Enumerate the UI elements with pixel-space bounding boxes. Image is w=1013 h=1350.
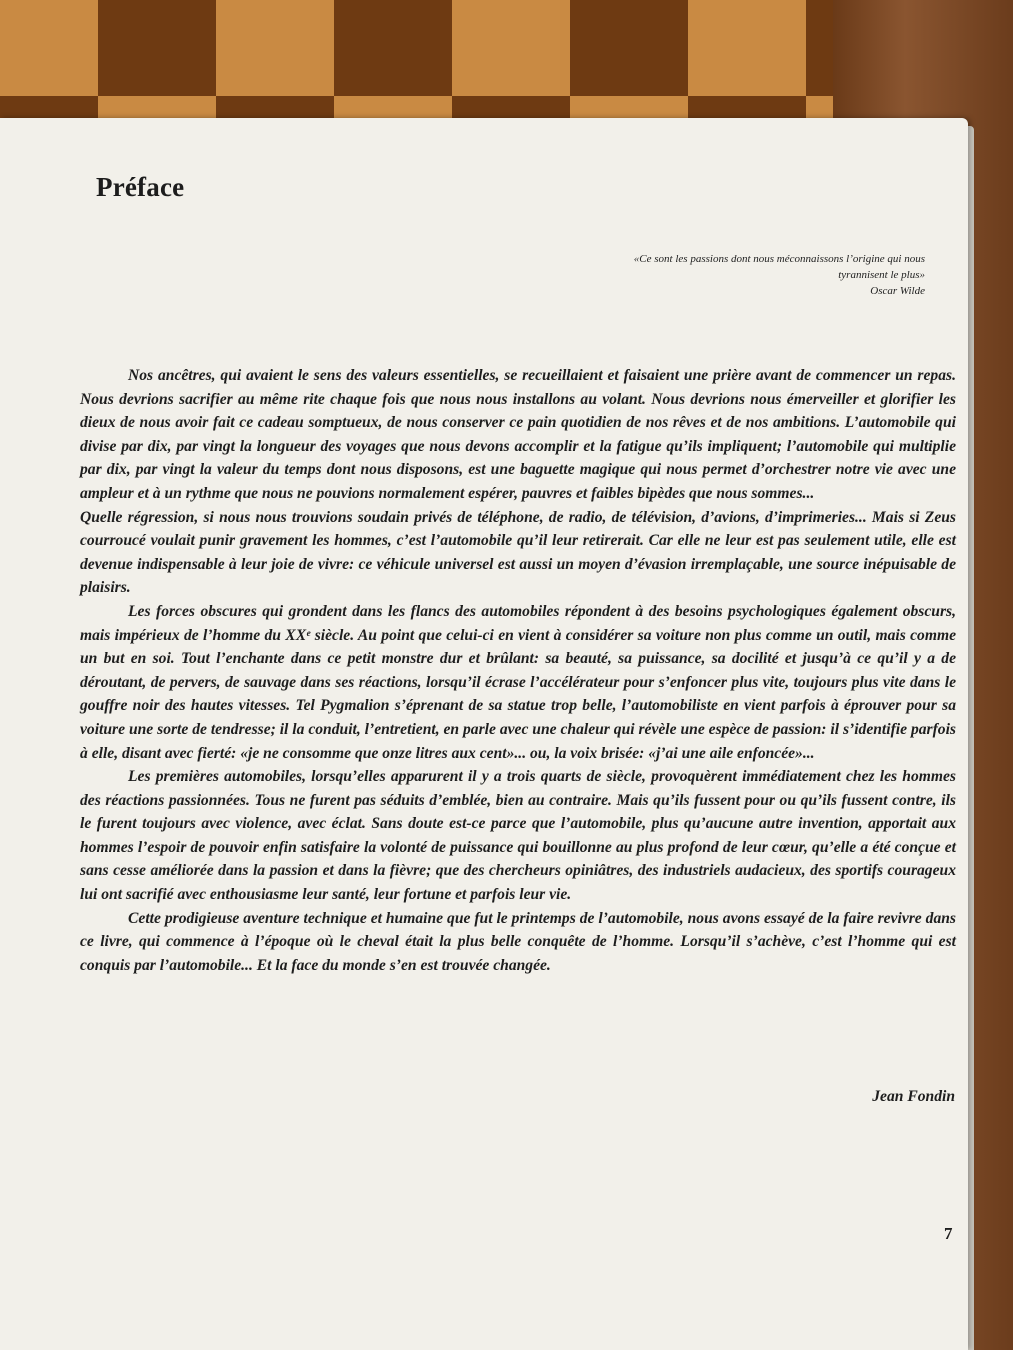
epigraph — [605, 251, 925, 299]
page-title: Préface — [96, 172, 185, 202]
paragraph: Cette prodigieuse aventure technique et humaine que fut le printemps de l’automobile, nous avons essayé de la faire revivre dans ce livre, qui commence à l’époque où le cheval était la plus belle conquête de l’homme. Lorsqu’il s’achève, c’est l’homme qui est conquis par l’automobile... Et la face du monde s’en est trouvée changée. — [80, 909, 956, 974]
paragraph: Quelle régression, si nous nous trouvions soudain privés de téléphone, de radio, de télévision, d’avions, d’imprimeries... Mais si Zeus courroucé voulait punir gravement les hommes, c’est l’automobile qu’il leur retirerait. Car elle ne leur est pas seulement utile, elle est devenue indispensable à leur joie de vivre: ce véhicule universel est aussi un moyen d’évasion irremplaçable, une source inépuisable de plaisirs. — [80, 508, 956, 597]
paragraph: Nos ancêtres, qui avaient le sens des valeurs essentielles, se recueillaient et faisaient une prière avant de commencer un repas. Nous devrions sacrifier au même rite chaque fois que nous nous installons au volant. Nous devrions nous émerveiller et glorifier les dieux de nous avoir fait ce cadeau somptueux, de nous conserver ce pain quotidien de nos rêves et de nos ambitions. L’automobile qui divise par dix, par vingt la longueur des voyages que nous devons accomplir et la fatigue qu’ils impliquent; l’automobile qui multiplie par dix, par vingt la valeur du temps dont nous disposons, est une baguette magique qui nous permet d’orchestrer notre vie avec une ampleur et à un rythme que nous ne pouvions normalement espérer, pauvres et faibles bipèdes que nous sommes... — [80, 367, 956, 502]
paragraph: Les forces obscures qui grondent dans les flancs des automobiles répondent à des besoins psychologiques également obscurs, mais impérieux de l’homme du XXᵉ siècle. Au point que celui-ci en vient à considérer sa voiture non plus comme un outil, mais comme un but en soi. Tout l’enchante dans ce petit monstre dur et brûlant: sa beauté, sa puissance, sa docilité et jusqu’à ce qu’il y a de déroutant, de pervers, de sauvage dans ses réactions, lorsqu’il écrase l’accélérateur pour s’enfoncer plus vite, toujours plus vite dans le gouffre noir des hautes vitesses. Tel Pygmalion s’éprenant de sa statue trop belle, l’automobiliste en vient parfois à éprouver pour sa voiture une sorte de tendresse; il la conduit, l’entretient, en parle avec une chaleur qui révèle une espèce de passion: il s’identifie parfois à elle, disant avec fierté: «je ne consomme que onze litres aux cent»... ou, la voix brisée: «j’ai une aile enfoncée»... — [80, 602, 956, 762]
signature: Jean Fondin — [872, 1088, 955, 1105]
epigraph-quote: «Ce sont les passions dont nous méconnaissons l’origine qui nous tyrannisent le plus» — [633, 253, 925, 281]
paragraph: Les premières automobiles, lorsqu’elles apparurent il y a trois quarts de siècle, provoquèrent immédiatement chez les hommes des réactions passionnées. Tous ne furent pas séduits d’emblée, bien au contraire. Mais qu’ils fussent pour ou qu’ils fussent contre, ils le furent toujours avec violence, avec éclat. Sans doute est-ce parce que l’automobile, plus qu’aucune autre invention, apportait aux hommes l’espoir de pouvoir enfin satisfaire la volonté de puissance qui bouillonne au plus profond de leur cœur, qu’elle a été conçue et sans cesse améliorée dans la passion et dans la fièvre; que des chercheurs opiniâtres, des industriels audacieux, des sportifs courageux lui ont sacrifié avec enthousiasme leur santé, leur fortune et parfois leur vie. — [80, 768, 956, 904]
page-number: 7 — [944, 1224, 953, 1243]
epigraph-author: Oscar Wilde — [870, 285, 925, 297]
preface-body — [80, 364, 956, 977]
